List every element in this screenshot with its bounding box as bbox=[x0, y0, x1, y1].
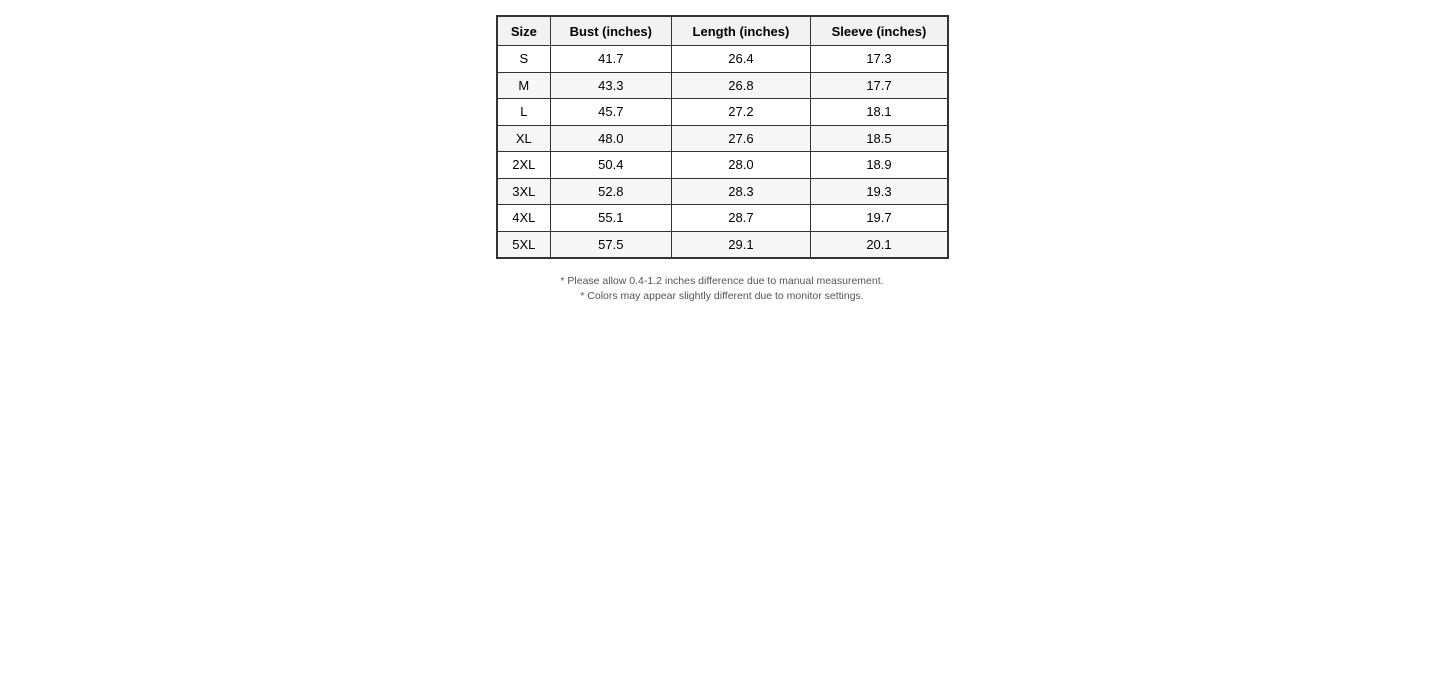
table-body bbox=[497, 46, 948, 259]
note-colors: * Colors may appear slightly different due to monitor settings. bbox=[580, 290, 864, 302]
size-chart-table bbox=[496, 15, 949, 259]
table-row bbox=[497, 205, 948, 232]
cell-bust: 41.7 bbox=[550, 46, 671, 73]
header-sleeve: Sleeve (inches) bbox=[810, 16, 948, 46]
cell-size: 3XL bbox=[497, 178, 550, 205]
cell-sleeve: 19.7 bbox=[810, 205, 948, 232]
header-size: Size bbox=[497, 16, 550, 46]
cell-size: 5XL bbox=[497, 231, 550, 258]
cell-length: 28.7 bbox=[671, 205, 810, 232]
cell-bust: 52.8 bbox=[550, 178, 671, 205]
table-row bbox=[497, 99, 948, 126]
cell-sleeve: 19.3 bbox=[810, 178, 948, 205]
cell-bust: 48.0 bbox=[550, 125, 671, 152]
cell-size: M bbox=[497, 72, 550, 99]
header-row bbox=[497, 16, 948, 46]
cell-sleeve: 18.9 bbox=[810, 152, 948, 179]
cell-bust: 55.1 bbox=[550, 205, 671, 232]
cell-sleeve: 17.7 bbox=[810, 72, 948, 99]
cell-sleeve: 17.3 bbox=[810, 46, 948, 73]
cell-length: 29.1 bbox=[671, 231, 810, 258]
table-row bbox=[497, 125, 948, 152]
table-row bbox=[497, 46, 948, 73]
cell-length: 28.3 bbox=[671, 178, 810, 205]
cell-size: S bbox=[497, 46, 550, 73]
cell-length: 27.2 bbox=[671, 99, 810, 126]
cell-length: 28.0 bbox=[671, 152, 810, 179]
cell-bust: 45.7 bbox=[550, 99, 671, 126]
table-row bbox=[497, 231, 948, 258]
header-length: Length (inches) bbox=[671, 16, 810, 46]
cell-sleeve: 18.5 bbox=[810, 125, 948, 152]
table-header bbox=[497, 16, 948, 46]
table-row bbox=[497, 152, 948, 179]
cell-size: L bbox=[497, 99, 550, 126]
cell-size: 2XL bbox=[497, 152, 550, 179]
cell-size: XL bbox=[497, 125, 550, 152]
cell-bust: 50.4 bbox=[550, 152, 671, 179]
cell-sleeve: 20.1 bbox=[810, 231, 948, 258]
cell-size: 4XL bbox=[497, 205, 550, 232]
cell-bust: 57.5 bbox=[550, 231, 671, 258]
table-row bbox=[497, 72, 948, 99]
cell-bust: 43.3 bbox=[550, 72, 671, 99]
cell-length: 27.6 bbox=[671, 125, 810, 152]
measurement-notes bbox=[422, 274, 1022, 304]
table-row bbox=[497, 178, 948, 205]
header-bust: Bust (inches) bbox=[550, 16, 671, 46]
cell-length: 26.8 bbox=[671, 72, 810, 99]
cell-sleeve: 18.1 bbox=[810, 99, 948, 126]
note-measurement: * Please allow 0.4-1.2 inches difference due to manual measurement. bbox=[560, 275, 884, 287]
cell-length: 26.4 bbox=[671, 46, 810, 73]
